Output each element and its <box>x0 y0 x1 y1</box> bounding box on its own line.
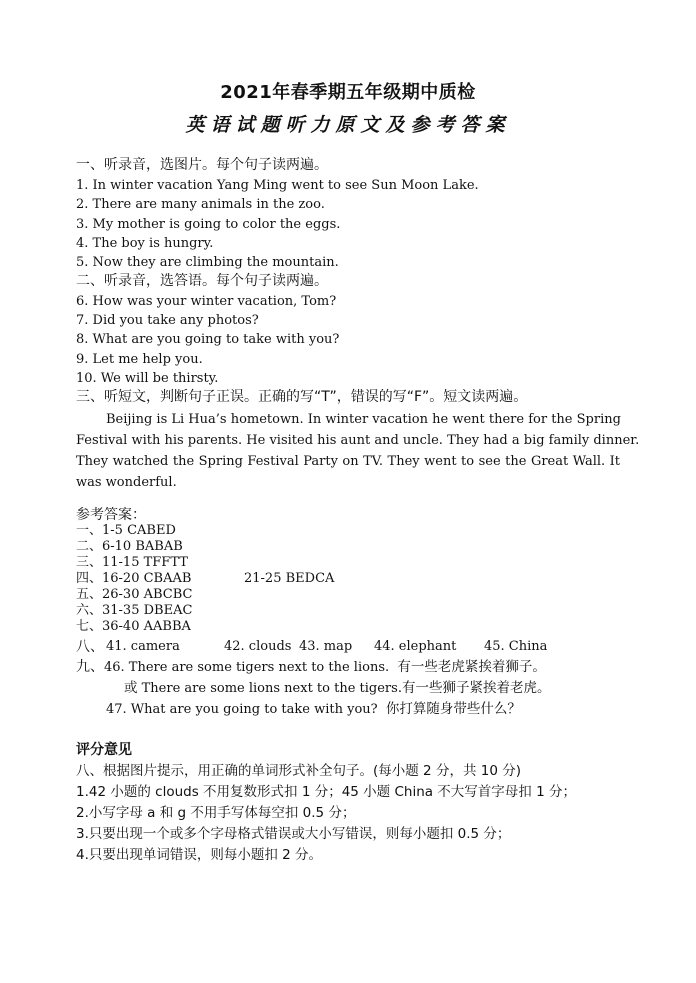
section8-item: 43. map <box>299 639 353 654</box>
answer-line: 六、31-35 DBEAC <box>76 603 193 618</box>
page-subtitle: 英语试题听力原文及参考答案 <box>185 114 511 136</box>
section2-item: 6. How was your winter vacation, Tom? <box>76 294 337 309</box>
passage-line: was wonderful. <box>76 475 177 490</box>
section1-item: 4. The boy is hungry. <box>76 236 214 251</box>
answer-line: 一、1-5 CABED <box>76 523 176 538</box>
section1-item: 1. In winter vacation Yang Ming went to see Sun Moon Lake. <box>76 178 479 193</box>
passage-line: Beijing is Li Hua’s hometown. In winter vacation he went there for the Spring <box>106 412 621 427</box>
section1-item: 3. My mother is going to color the eggs. <box>76 217 341 232</box>
section3-passage <box>76 409 640 493</box>
section3-heading: 三、听短文，判断句子正误。正确的写“T”，错误的写“F”。短文读两遍。 <box>76 389 528 405</box>
section9-en: There are some lions next to the tigers. <box>141 681 402 696</box>
grading-line: 2.小写字母 a 和 g 不用手写体每空扣 0.5 分； <box>76 805 356 821</box>
passage-line: They watched the Spring Festival Party on TV. They went to see the Great Wall. It <box>76 454 620 469</box>
answer-line: 七、36-40 AABBA <box>76 619 191 634</box>
answer-line: 五、26-30 ABCBC <box>76 587 193 602</box>
grading-line: 八、根据图片提示，用正确的单词形式补全句子。(每小题 2 分，共 10 分) <box>76 763 521 779</box>
answer-line: 四、16-20 CBAAB <box>76 571 192 586</box>
grading-line: 1.42 小题的 clouds 不用复数形式扣 1 分；45 小题 China 不大写首字母扣 1 分； <box>76 784 576 800</box>
page-title: 2021年春季期五年级期中质检 <box>220 82 476 103</box>
section1-item: 5. Now they are climbing the mountain. <box>76 255 339 270</box>
answers-heading: 参考答案： <box>76 507 146 523</box>
section9-en: 46. There are some tigers next to the lions. <box>104 660 390 675</box>
section2-item: 10. We will be thirsty. <box>76 371 219 386</box>
answer-line: 二、6-10 BABAB <box>76 539 183 554</box>
section2-item: 9. Let me help you. <box>76 352 203 367</box>
grading-line: 4.只要出现单词错误，则每小题扣 2 分。 <box>76 847 323 863</box>
answer-section8 <box>76 638 104 657</box>
section2-item: 7. Did you take any photos? <box>76 313 259 328</box>
passage-line: Festival with his parents. He visited his aunt and uncle. They had a big family dinner. <box>76 433 640 448</box>
answer-section9-line2 <box>124 679 550 698</box>
section9-zh: 有一些老虎紧挨着狮子。 <box>397 659 546 675</box>
section8-item: 42. clouds <box>224 639 292 654</box>
section8-label: 八、 <box>76 639 104 655</box>
section1-item: 2. There are many animals in the zoo. <box>76 197 325 212</box>
section9-label: 九、 <box>76 659 104 675</box>
section2-heading: 二、听录音，选答语。每个句子读两遍。 <box>76 273 328 289</box>
grading-heading: 评分意见 <box>76 742 132 758</box>
answer-section9-line3 <box>106 700 521 719</box>
answer-section9-line1 <box>76 658 546 677</box>
section1-heading: 一、听录音，选图片。每个句子读两遍。 <box>76 157 328 173</box>
answer-line-extra: 21-25 BEDCA <box>244 571 335 586</box>
section2-item: 8. What are you going to take with you? <box>76 332 340 347</box>
section8-item: 45. China <box>484 639 548 654</box>
section9-zh: 有一些狮子紧挨着老虎。 <box>401 680 551 696</box>
section9-en: 47. What are you going to take with you? <box>106 702 378 717</box>
section8-item: 41. camera <box>106 639 180 654</box>
answer-line: 三、11-15 TFFTT <box>76 555 188 570</box>
grading-line: 3.只要出现一个或多个字母格式错误或大小写错误，则每小题扣 0.5 分； <box>76 826 511 842</box>
section9-zh: 你打算随身带些什么？ <box>385 701 521 717</box>
section9-prefix: 或 <box>124 680 138 696</box>
section8-item: 44. elephant <box>374 639 457 654</box>
